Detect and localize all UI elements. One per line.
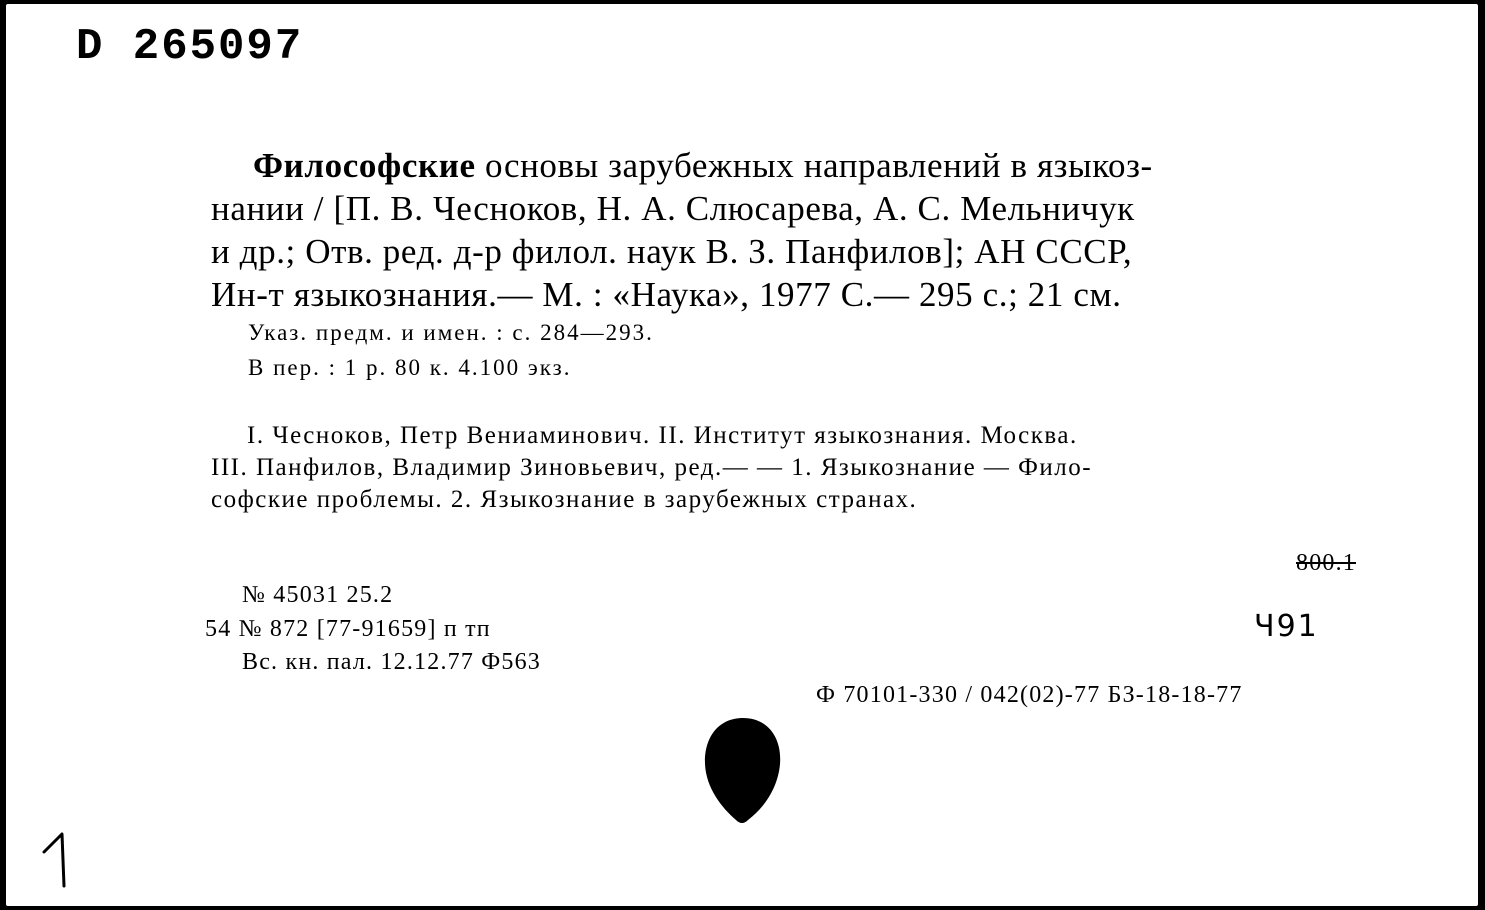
bibliographic-description <box>211 144 1376 316</box>
classification-code: 800.1 <box>1296 550 1356 576</box>
publisher-code: Ф 70101-330 / 042(02)-77 БЗ-18-18-77 <box>816 682 1243 708</box>
description-line: нании / [П. В. Чесноков, Н. А. Слюсарева, А. С. Мельничук <box>211 189 1135 228</box>
catalog-number-line: 54 № 872 [77-91659] п тп <box>205 616 491 642</box>
title-continuation: основы зарубежных направлений в языкоз- <box>475 146 1153 185</box>
handwritten-number <box>38 830 78 890</box>
index-note: Указ. предм. и имен. : с. 284—293. <box>248 320 654 345</box>
price-note: В пер. : 1 р. 80 к. 4.100 экз. <box>248 355 572 380</box>
catalog-number-line: № 45031 25.2 <box>242 582 394 608</box>
description-line: Ин-т языкознания.— М. : «Наука», 1977 С.— 295 с.; 21 см. <box>211 275 1122 314</box>
title-heading-word: Философские <box>253 146 476 185</box>
punch-hole <box>702 716 784 826</box>
catalog-number-line: Вс. кн. пал. 12.12.77 Ф563 <box>242 649 542 675</box>
handwritten-shelf-code: Ч91 <box>1254 609 1319 644</box>
tracing-line: III. Панфилов, Владимир Зиновьевич, ред.— — 1. Языкознание — Фило- <box>211 454 1093 481</box>
title-line <box>211 144 1376 187</box>
catalog-card <box>6 4 1478 906</box>
tracing-line: I. Чесноков, Петр Вениаминович. II. Институт языкознания. Москва. <box>247 422 1078 449</box>
tracing-line: софские проблемы. 2. Языкознание в зарубежных странах. <box>211 486 918 513</box>
subject-tracings <box>211 420 1376 516</box>
accession-stamp: D 265097 <box>76 22 304 72</box>
description-line: и др.; Отв. ред. д-р филол. наук В. З. Панфилов]; АН СССР, <box>211 232 1133 271</box>
